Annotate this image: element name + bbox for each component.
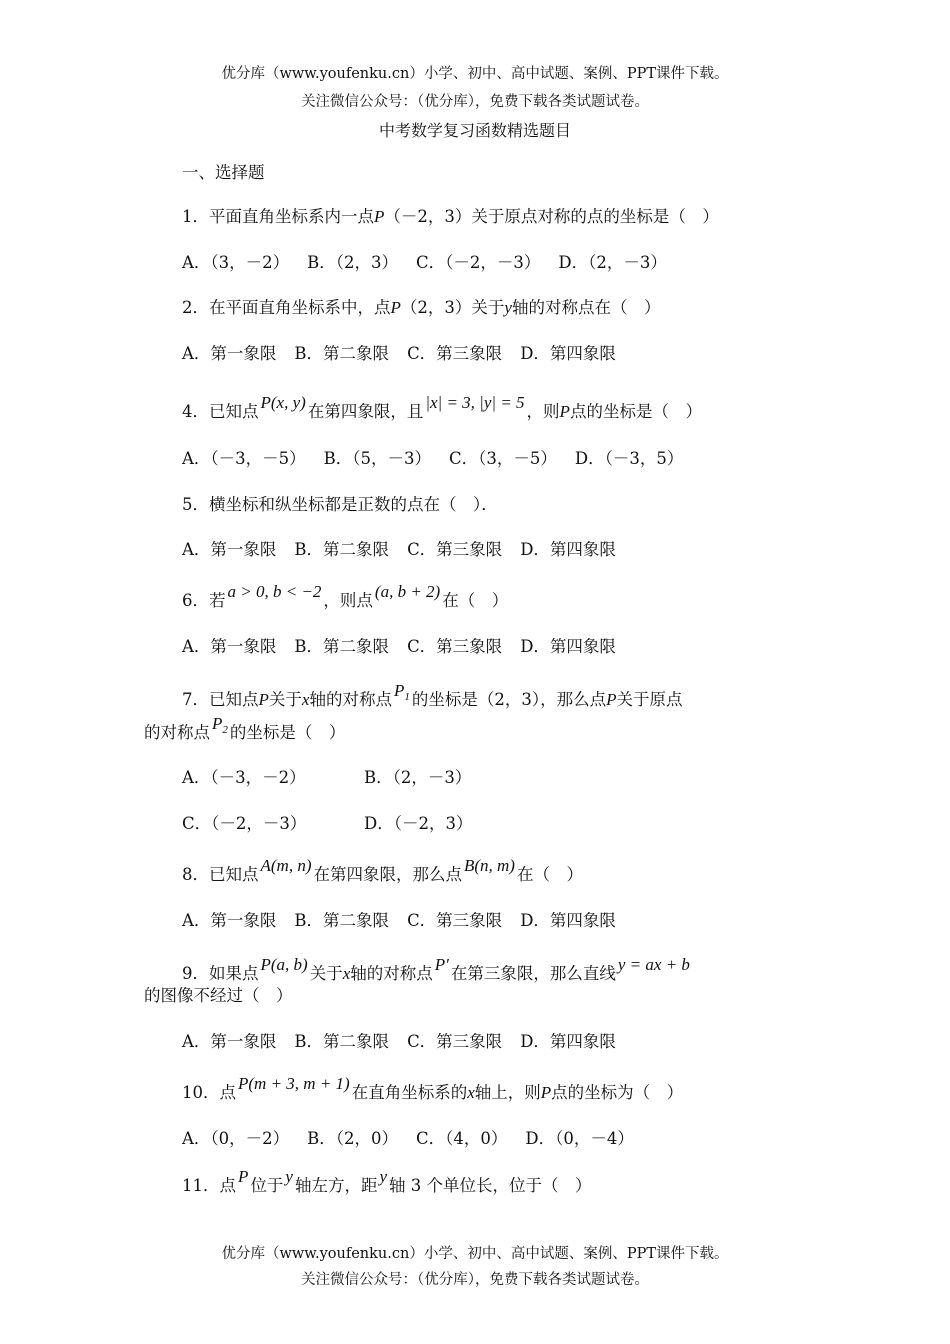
q9-text-pre: 9．如果点 bbox=[182, 964, 259, 983]
q4-text-post1: ，则 bbox=[526, 402, 560, 421]
question-6 bbox=[182, 582, 509, 612]
q1-option-b: B．（2，3） bbox=[307, 253, 399, 272]
q1-option-a: A．（3，－2） bbox=[182, 253, 290, 272]
q1-options bbox=[182, 252, 667, 274]
q10-var-p: P bbox=[540, 1083, 552, 1102]
q2-text-pre: 2．在平面直角坐标系中，点 bbox=[182, 298, 391, 317]
q8-text-mid: 在第四象限，那么点 bbox=[313, 865, 462, 884]
q9-option-b: B．第二象限 bbox=[294, 1032, 390, 1051]
q9-text-mid2: 轴的对称点 bbox=[350, 964, 433, 983]
q2-options bbox=[182, 343, 616, 365]
q6-text-post: 在（ ） bbox=[442, 591, 509, 610]
q2-text-mid: （2，3）关于 bbox=[400, 298, 505, 317]
question-11 bbox=[182, 1167, 592, 1197]
q7-text-mid2: 轴的对称点 bbox=[309, 690, 392, 709]
q4-option-d: D．（－3，5） bbox=[574, 449, 684, 468]
footer-line-1: 优分库（www.youfenku.cn）小学、初中、高中试题、案例、PPT课件下载。 bbox=[221, 1246, 729, 1262]
q7-option-c: C．（－2，－3） bbox=[182, 814, 307, 833]
q2-option-b: B．第二象限 bbox=[294, 344, 390, 363]
question-5: 5．横坐标和纵坐标都是正数的点在（ ）． bbox=[182, 495, 498, 514]
q7-math-p1: $P_1$ bbox=[393, 681, 410, 703]
question-7-line-1 bbox=[182, 681, 683, 713]
q7-text-pre: 7．已知点 bbox=[182, 690, 259, 709]
q5-options bbox=[182, 539, 616, 561]
q11-math-p: P bbox=[238, 1167, 249, 1186]
q8-math-b: B(n, m) bbox=[463, 856, 515, 875]
q10-option-c: C．（4，0） bbox=[416, 1129, 508, 1148]
header-line-2: 关注微信公众号：（优分库），免费下载各类试题试卷。 bbox=[301, 94, 649, 110]
q10-options bbox=[182, 1128, 634, 1150]
q6-option-c: C．第三象限 bbox=[407, 637, 503, 656]
q10-option-b: B．（2，0） bbox=[307, 1129, 399, 1148]
q7-var-p2: P bbox=[606, 690, 617, 709]
q7-options-row-2 bbox=[182, 813, 472, 835]
q7-options-row-1 bbox=[182, 767, 471, 789]
q4-math-abs: |x| = 3, |y| = 5 bbox=[425, 393, 525, 412]
q6-math-point: (a, b + 2) bbox=[374, 582, 441, 601]
q6-option-b: B．第二象限 bbox=[294, 637, 390, 656]
q7-option-d: D．（－2，3） bbox=[364, 814, 473, 833]
q4-option-a: A．（－3，－5） bbox=[182, 449, 306, 468]
q4-math-point: P(x, y) bbox=[260, 393, 306, 412]
q9-math-pprime: P′ bbox=[434, 955, 449, 974]
q11-text-pre: 11．点 bbox=[182, 1176, 236, 1195]
q1-text-pre: 1．平面直角坐标系内一点 bbox=[182, 207, 374, 226]
q7-text-l2pre: 的对称点 bbox=[144, 723, 210, 742]
q8-option-c: C．第三象限 bbox=[407, 911, 503, 930]
q9-options bbox=[182, 1031, 616, 1053]
q9-text-mid1: 关于 bbox=[309, 964, 343, 983]
question-4 bbox=[182, 393, 702, 423]
q7-option-a: A．（－3，－2） bbox=[182, 768, 306, 787]
q9-text-mid3: 在第三象限，那么直线 bbox=[450, 964, 616, 983]
q6-option-a: A．第一象限 bbox=[182, 637, 277, 656]
header-line-1: 优分库（www.youfenku.cn）小学、初中、高中试题、案例、PPT课件下载。 bbox=[221, 66, 729, 82]
q7-text-post: 关于原点 bbox=[616, 690, 683, 709]
q6-options bbox=[182, 636, 616, 658]
question-9-line-2: 的图像不经过（ ） bbox=[144, 986, 293, 1005]
q2-var-p: P bbox=[390, 298, 401, 317]
q7-option-b: B．（2，－3） bbox=[364, 768, 472, 787]
q10-text-post: 点的坐标为（ ） bbox=[551, 1083, 684, 1102]
q4-var-p: P bbox=[559, 402, 570, 421]
q8-text-post: 在（ ） bbox=[516, 865, 583, 884]
q9-option-a: A．第一象限 bbox=[182, 1032, 277, 1051]
q10-math-point: P(m + 3, m + 1) bbox=[238, 1074, 350, 1093]
q11-text-mid2: 轴左方，距 bbox=[294, 1176, 378, 1195]
q10-var-x: x bbox=[467, 1083, 475, 1102]
q5-option-c: C．第三象限 bbox=[407, 540, 503, 559]
q9-var-x: x bbox=[342, 964, 351, 983]
q1-var-p: P bbox=[374, 207, 385, 226]
q6-text-mid: ，则点 bbox=[323, 591, 373, 610]
q4-option-b: B．（5，－3） bbox=[323, 449, 432, 468]
q8-option-b: B．第二象限 bbox=[294, 911, 390, 930]
question-9-line-1 bbox=[182, 955, 692, 985]
q5-option-a: A．第一象限 bbox=[182, 540, 277, 559]
q7-text-mid1: 关于 bbox=[268, 690, 302, 709]
q10-text-mid: 在直角坐标系的 bbox=[351, 1083, 468, 1102]
q11-math-y2: y bbox=[379, 1167, 387, 1186]
section-heading: 一、选择题 bbox=[182, 163, 265, 182]
q4-options bbox=[182, 448, 683, 470]
q10-option-d: D．（0，－4） bbox=[525, 1129, 634, 1148]
q10-text-mid2: 轴上，则 bbox=[474, 1083, 541, 1102]
q2-option-d: D．第四象限 bbox=[520, 344, 616, 363]
q8-options bbox=[182, 910, 616, 932]
q7-text-l2post: 的坐标是（ ） bbox=[229, 723, 346, 742]
q8-option-a: A．第一象限 bbox=[182, 911, 277, 930]
q10-text-pre: 10．点 bbox=[182, 1083, 236, 1102]
q9-math-p: P(a, b) bbox=[260, 955, 308, 974]
q2-var-y: y bbox=[504, 298, 512, 317]
q4-option-c: C．（3，－5） bbox=[449, 449, 557, 468]
question-10 bbox=[182, 1074, 684, 1104]
q2-text-post: 轴的对称点在（ ） bbox=[511, 298, 661, 317]
q8-option-d: D．第四象限 bbox=[520, 911, 616, 930]
q10-option-a: A．（0，－2） bbox=[182, 1129, 290, 1148]
q8-text-pre: 8．已知点 bbox=[182, 865, 259, 884]
question-7-line-2 bbox=[144, 714, 346, 746]
q11-text-post: 轴 3 个单位长，位于（ ） bbox=[388, 1176, 592, 1195]
q9-option-d: D．第四象限 bbox=[520, 1032, 616, 1051]
document-title: 中考数学复习函数精选题目 bbox=[378, 121, 571, 140]
q5-option-b: B．第二象限 bbox=[294, 540, 390, 559]
footer-line-2: 关注微信公众号：（优分库），免费下载各类试题试卷。 bbox=[301, 1272, 649, 1288]
q9-math-line: y = ax + b bbox=[617, 955, 690, 974]
q7-var-x: x bbox=[301, 690, 310, 709]
q5-option-d: D．第四象限 bbox=[520, 540, 616, 559]
q7-var-p: P bbox=[258, 690, 269, 709]
q7-math-p2: $P_2$ bbox=[212, 714, 228, 736]
question-2 bbox=[182, 297, 660, 319]
q6-math-condition: a > 0, b < −2 bbox=[227, 582, 322, 601]
question-1 bbox=[182, 206, 719, 228]
q1-option-c: C．（－2，－3） bbox=[416, 253, 541, 272]
q1-option-d: D．（2，－3） bbox=[558, 253, 667, 272]
q11-math-y1: y bbox=[285, 1167, 293, 1186]
q6-text-pre: 6．若 bbox=[182, 591, 226, 610]
q9-option-c: C．第三象限 bbox=[407, 1032, 503, 1051]
q4-text-post2: 点的坐标是（ ） bbox=[569, 402, 702, 421]
q7-text-mid3: 的坐标是（2，3），那么点 bbox=[411, 690, 607, 709]
q2-option-a: A．第一象限 bbox=[182, 344, 277, 363]
q11-text-mid: 位于 bbox=[250, 1176, 284, 1195]
q2-option-c: C．第三象限 bbox=[407, 344, 503, 363]
q6-option-d: D．第四象限 bbox=[520, 637, 616, 656]
question-8 bbox=[182, 856, 583, 886]
q8-math-a: A(m, n) bbox=[260, 856, 312, 875]
q4-text-mid: 在第四象限，且 bbox=[307, 402, 424, 421]
q1-text-post: （－2，3）关于原点对称的点的坐标是（ ） bbox=[384, 207, 719, 226]
q4-text-pre: 4．已知点 bbox=[182, 402, 259, 421]
